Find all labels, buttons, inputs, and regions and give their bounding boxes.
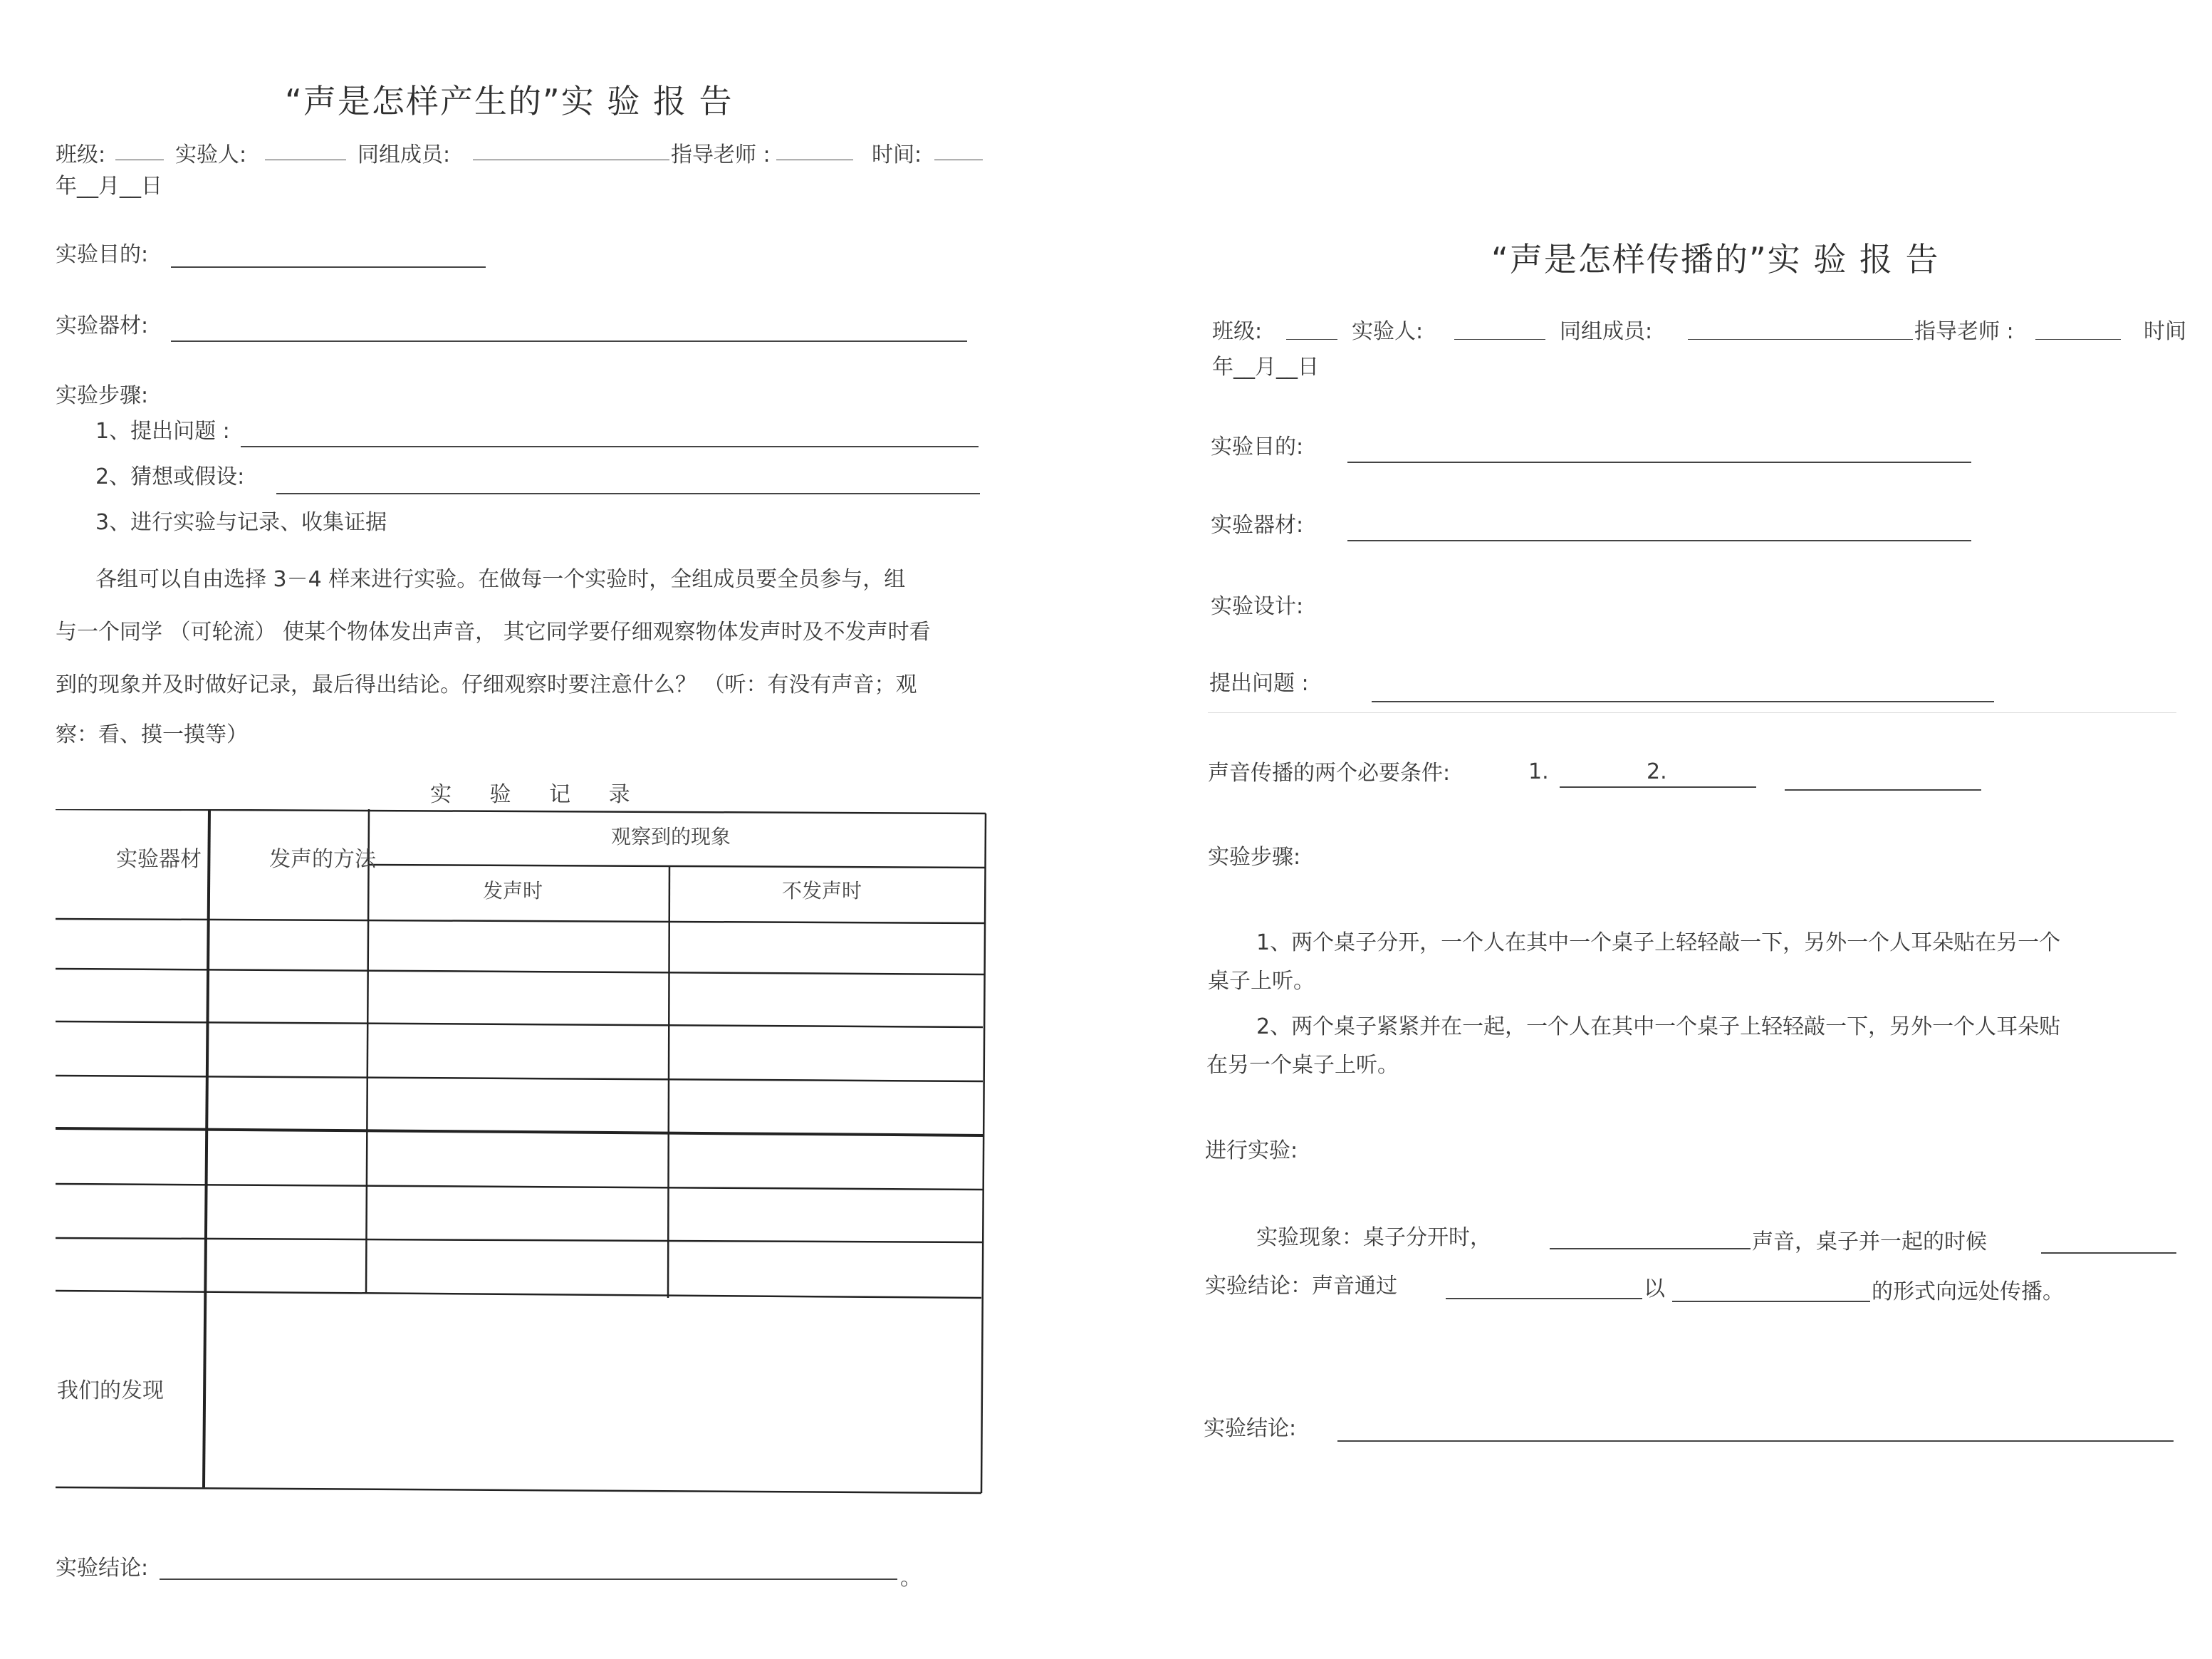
right-cond1-blank[interactable] bbox=[1560, 786, 1756, 788]
right-cond2: 2. bbox=[1647, 759, 1667, 784]
left-steps-label: 实验步骤: bbox=[56, 383, 149, 408]
right-conclusion2-label: 实验结论: bbox=[1204, 1416, 1297, 1441]
left-para-line3: 到的现象并及时做好记录，最后得出结论。仔细观察时要注意什么？ （听：有没有声音；观 bbox=[56, 672, 917, 697]
right-purpose-blank[interactable] bbox=[1347, 462, 1971, 463]
col-method-header: 发声的方法 bbox=[269, 847, 376, 872]
left-conclusion-label: 实验结论: bbox=[56, 1556, 149, 1581]
right-design-label: 实验设计: bbox=[1211, 594, 1304, 619]
right-step1-line1: 1、两个桌子分开，一个人在其中一个桌子上轻轻敲一下，另外一个人耳朵贴在另一个 bbox=[1256, 930, 2061, 955]
right-step2-line1: 2、两个桌子紧紧并在一起，一个人在其中一个桌子上轻轻敲一下，另外一个人耳朵贴 bbox=[1256, 1014, 2061, 1039]
left-para-line2: 与一个同学 （可轮流） 使某个物体发出声音， 其它同学要仔细观察物体发声时及不发声时看 bbox=[56, 620, 931, 645]
left-record-table bbox=[56, 809, 988, 1496]
left-time-label: 时间: bbox=[872, 142, 922, 167]
right-materials-blank[interactable] bbox=[1347, 540, 1971, 541]
left-para-line4: 察：看、摸一摸等） bbox=[56, 722, 248, 747]
right-phenomenon-blank1[interactable] bbox=[1550, 1248, 1751, 1249]
left-para-line1: 各组可以自由选择 3－4 样来进行实验。在做每一个实验时，全组成员要全员参与，组 bbox=[95, 567, 906, 592]
right-materials-label: 实验器材: bbox=[1211, 513, 1304, 538]
col-materials-header: 实验器材 bbox=[116, 847, 202, 872]
right-cond2-blank[interactable] bbox=[1785, 789, 1981, 791]
left-step2-blank[interactable] bbox=[276, 493, 980, 494]
right-conclusion1-c: 的形式向远处传播。 bbox=[1872, 1279, 2064, 1304]
right-proceed-label: 进行实验: bbox=[1205, 1138, 1298, 1163]
col-observed-header: 观察到的现象 bbox=[611, 825, 731, 848]
left-group-label: 同组成员: bbox=[358, 142, 451, 167]
right-conclusion1-b: 以 bbox=[1644, 1276, 1665, 1301]
right-phenomenon-blank2[interactable] bbox=[2041, 1252, 2176, 1254]
right-date: 年__月__日 bbox=[1212, 355, 1319, 380]
right-question-label: 提出问题 : bbox=[1209, 671, 1309, 696]
right-phenomenon-a: 实验现象：桌子分开时， bbox=[1256, 1225, 1491, 1250]
right-class-label: 班级: bbox=[1212, 319, 1263, 344]
left-step1-blank[interactable] bbox=[241, 446, 979, 447]
right-conditions-label: 声音传播的两个必要条件: bbox=[1208, 761, 1451, 786]
right-question-blank[interactable] bbox=[1372, 701, 1994, 702]
left-date: 年__月__日 bbox=[56, 174, 162, 199]
right-experimenter-label: 实验人: bbox=[1352, 319, 1424, 344]
findings-label: 我们的发现 bbox=[57, 1378, 164, 1403]
right-step1-line2: 桌子上听。 bbox=[1208, 969, 1315, 994]
right-teacher-blank[interactable] bbox=[2035, 339, 2121, 340]
left-experimenter-label: 实验人: bbox=[175, 142, 247, 167]
col-silent-header: 不发声时 bbox=[782, 879, 862, 903]
left-step3: 3、进行实验与记录、收集证据 bbox=[95, 510, 387, 535]
right-experimenter-blank[interactable] bbox=[1454, 339, 1545, 340]
left-title: “声是怎样产生的”实 验 报 告 bbox=[285, 82, 734, 120]
left-purpose-blank[interactable] bbox=[171, 266, 486, 268]
col-sounding-header: 发声时 bbox=[483, 879, 543, 903]
left-teacher-label: 指导老师 : bbox=[671, 142, 771, 167]
right-conclusion1-blank2[interactable] bbox=[1672, 1301, 1870, 1302]
right-steps-label: 实验步骤: bbox=[1208, 845, 1301, 870]
right-class-blank[interactable] bbox=[1286, 339, 1337, 340]
left-class-label: 班级: bbox=[56, 142, 106, 167]
left-step1: 1、提出问题 : bbox=[95, 419, 230, 444]
right-cond1: 1. bbox=[1528, 759, 1549, 784]
left-conclusion-blank[interactable] bbox=[160, 1579, 897, 1580]
right-step2-line2: 在另一个桌子上听。 bbox=[1206, 1053, 1399, 1078]
left-materials-blank[interactable] bbox=[171, 340, 967, 342]
right-time-label: 时间 bbox=[2144, 319, 2186, 344]
right-group-blank[interactable] bbox=[1688, 339, 1913, 340]
table-grid bbox=[56, 809, 986, 1493]
right-conclusion2-blank[interactable] bbox=[1337, 1440, 2174, 1442]
left-record-title: 实 验 记 录 bbox=[430, 782, 646, 807]
right-group-label: 同组成员: bbox=[1560, 319, 1653, 344]
left-purpose-label: 实验目的: bbox=[56, 242, 149, 267]
right-phenomenon-b: 声音，桌子并一起的时候 bbox=[1752, 1229, 1987, 1254]
right-title: “声是怎样传播的”实 验 报 告 bbox=[1491, 240, 1940, 279]
right-conclusion1-a: 实验结论：声音通过 bbox=[1205, 1274, 1397, 1299]
left-conclusion-end: 。 bbox=[900, 1566, 922, 1591]
right-purpose-label: 实验目的: bbox=[1211, 435, 1304, 459]
right-conclusion1-blank1[interactable] bbox=[1446, 1298, 1642, 1299]
right-teacher-label: 指导老师 : bbox=[1914, 319, 2014, 344]
left-materials-label: 实验器材: bbox=[56, 313, 149, 338]
right-separator bbox=[1208, 712, 2176, 713]
left-step2: 2、猜想或假设: bbox=[95, 464, 245, 489]
